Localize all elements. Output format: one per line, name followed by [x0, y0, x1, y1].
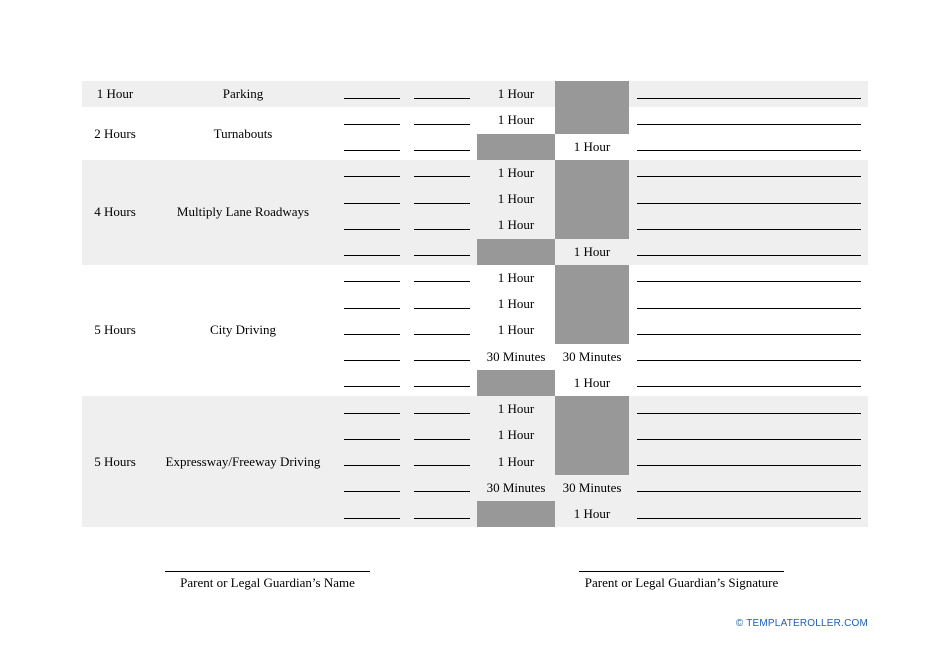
actual-hours: 1 Hour	[477, 107, 555, 133]
time-blank[interactable]	[414, 439, 470, 440]
time-blank[interactable]	[414, 176, 470, 177]
notes-blank[interactable]	[637, 176, 861, 177]
date-blank[interactable]	[344, 255, 400, 256]
actual-hours: 30 Minutes	[477, 344, 555, 370]
actual-hours: 1 Hour	[477, 422, 555, 448]
shaded-cell	[555, 449, 629, 475]
footer-copyright[interactable]: © TEMPLATEROLLER.COM	[735, 618, 868, 629]
date-blank[interactable]	[344, 386, 400, 387]
time-blank[interactable]	[414, 334, 470, 335]
time-blank-cell	[406, 422, 477, 448]
notes-cell	[629, 344, 868, 370]
date-blank-cell	[338, 81, 406, 107]
shaded-cell	[555, 186, 629, 212]
notes-blank[interactable]	[637, 150, 861, 151]
date-blank[interactable]	[344, 439, 400, 440]
date-blank-cell	[338, 186, 406, 212]
time-blank-cell	[406, 475, 477, 501]
time-blank[interactable]	[414, 308, 470, 309]
time-blank-cell	[406, 501, 477, 527]
date-blank[interactable]	[344, 176, 400, 177]
actual-hours: 1 Hour	[477, 265, 555, 291]
time-blank-cell	[406, 317, 477, 343]
time-blank-cell	[406, 134, 477, 160]
alternate-hours: 30 Minutes	[562, 348, 622, 364]
time-blank[interactable]	[414, 150, 470, 151]
time-blank[interactable]	[414, 124, 470, 125]
driving-log-table	[82, 81, 868, 527]
date-blank-cell	[338, 475, 406, 501]
date-blank-cell	[338, 370, 406, 396]
shaded-cell	[555, 422, 629, 448]
notes-cell	[629, 81, 868, 107]
date-blank-cell	[338, 212, 406, 238]
notes-blank[interactable]	[637, 491, 861, 492]
table-row	[82, 81, 868, 107]
notes-blank[interactable]	[637, 229, 861, 230]
notes-blank[interactable]	[637, 360, 861, 361]
actual-hours: 1 Hour	[477, 291, 555, 317]
actual-hours: 1 Hour	[477, 186, 555, 212]
date-blank[interactable]	[344, 465, 400, 466]
notes-cell	[629, 134, 868, 160]
notes-cell	[629, 396, 868, 422]
alternate-hours: 1 Hour	[573, 374, 611, 390]
date-blank[interactable]	[344, 203, 400, 204]
notes-blank[interactable]	[637, 439, 861, 440]
time-blank[interactable]	[414, 413, 470, 414]
skill-name: Turnabouts	[213, 125, 273, 141]
time-blank-cell	[406, 212, 477, 238]
shaded-cell	[477, 134, 555, 160]
date-blank-cell	[338, 344, 406, 370]
time-blank[interactable]	[414, 281, 470, 282]
notes-cell	[629, 475, 868, 501]
table-row	[82, 265, 868, 291]
shaded-cell	[555, 107, 629, 133]
notes-cell	[629, 501, 868, 527]
time-blank-cell	[406, 396, 477, 422]
time-blank[interactable]	[414, 229, 470, 230]
date-blank[interactable]	[344, 308, 400, 309]
notes-cell	[629, 291, 868, 317]
notes-blank[interactable]	[637, 518, 861, 519]
date-blank-cell	[338, 160, 406, 186]
time-blank-cell	[406, 239, 477, 265]
time-blank[interactable]	[414, 360, 470, 361]
notes-blank[interactable]	[637, 255, 861, 256]
time-blank-cell	[406, 160, 477, 186]
time-blank[interactable]	[414, 465, 470, 466]
time-blank-cell	[406, 291, 477, 317]
guardian-name-label: Parent or Legal Guardian’s Name	[180, 575, 355, 590]
date-blank[interactable]	[344, 518, 400, 519]
actual-hours: 1 Hour	[477, 81, 555, 107]
required-duration: 1 Hour	[82, 81, 148, 107]
date-blank-cell	[338, 317, 406, 343]
skill-name: Expressway/Freeway Driving	[148, 396, 338, 527]
date-blank-cell	[338, 501, 406, 527]
shaded-cell	[555, 81, 629, 107]
date-blank[interactable]	[344, 98, 400, 99]
notes-cell	[629, 107, 868, 133]
guardian-signature-label: Parent or Legal Guardian’s Signature	[584, 575, 779, 590]
date-blank[interactable]	[344, 413, 400, 414]
date-blank-cell	[338, 239, 406, 265]
date-blank-cell	[338, 265, 406, 291]
date-blank[interactable]	[344, 491, 400, 492]
shaded-cell	[555, 265, 629, 291]
skill-name: Multiply Lane Roadways	[148, 160, 338, 265]
date-blank[interactable]	[344, 150, 400, 151]
guardian-signature-line	[579, 571, 784, 591]
date-blank[interactable]	[344, 334, 400, 335]
skill-name: Parking	[148, 81, 338, 107]
time-blank[interactable]	[414, 386, 470, 387]
notes-cell	[629, 449, 868, 475]
notes-blank[interactable]	[637, 281, 861, 282]
alternate-hours: 1 Hour	[573, 138, 611, 154]
date-blank-cell	[338, 134, 406, 160]
required-duration: 5 Hours	[82, 396, 148, 527]
alternate-hours: 1 Hour	[555, 501, 629, 527]
actual-hours: 1 Hour	[477, 212, 555, 238]
date-blank[interactable]	[344, 229, 400, 230]
date-blank-cell	[338, 291, 406, 317]
date-blank-cell	[338, 396, 406, 422]
notes-blank[interactable]	[637, 334, 861, 335]
actual-hours: 1 Hour	[477, 317, 555, 343]
required-duration: 5 Hours	[94, 322, 136, 338]
notes-blank[interactable]	[637, 465, 861, 466]
notes-cell	[629, 370, 868, 396]
time-blank[interactable]	[414, 98, 470, 99]
shaded-cell	[555, 317, 629, 343]
alternate-hours: 30 Minutes	[555, 475, 629, 501]
actual-hours: 1 Hour	[477, 396, 555, 422]
alternate-hours: 1 Hour	[555, 239, 629, 265]
shaded-cell	[477, 239, 555, 265]
skill-name: City Driving	[209, 322, 277, 338]
notes-blank[interactable]	[637, 308, 861, 309]
date-blank[interactable]	[344, 281, 400, 282]
table-row	[82, 396, 868, 422]
time-blank[interactable]	[414, 491, 470, 492]
notes-blank[interactable]	[637, 203, 861, 204]
time-blank-cell	[406, 449, 477, 475]
notes-blank[interactable]	[637, 413, 861, 414]
required-duration: 2 Hours	[94, 125, 136, 141]
notes-cell	[629, 239, 868, 265]
date-blank-cell	[338, 107, 406, 133]
date-blank[interactable]	[344, 124, 400, 125]
table-row	[82, 160, 868, 186]
notes-cell	[629, 422, 868, 448]
time-blank-cell	[406, 265, 477, 291]
shaded-cell	[477, 501, 555, 527]
table-row	[82, 107, 868, 133]
required-duration: 4 Hours	[82, 160, 148, 265]
time-blank-cell	[406, 370, 477, 396]
time-blank[interactable]	[414, 255, 470, 256]
actual-hours: 30 Minutes	[477, 475, 555, 501]
actual-hours: 1 Hour	[477, 160, 555, 186]
date-blank-cell	[338, 449, 406, 475]
time-blank-cell	[406, 107, 477, 133]
shaded-cell	[555, 291, 629, 317]
notes-cell	[629, 317, 868, 343]
time-blank-cell	[406, 344, 477, 370]
time-blank[interactable]	[414, 518, 470, 519]
notes-cell	[629, 186, 868, 212]
notes-blank[interactable]	[637, 98, 861, 99]
notes-cell	[629, 212, 868, 238]
shaded-cell	[555, 396, 629, 422]
time-blank-cell	[406, 81, 477, 107]
time-blank-cell	[406, 186, 477, 212]
notes-blank[interactable]	[637, 124, 861, 125]
shaded-cell	[555, 160, 629, 186]
notes-cell	[629, 265, 868, 291]
shaded-cell	[555, 212, 629, 238]
notes-blank[interactable]	[637, 386, 861, 387]
date-blank[interactable]	[344, 360, 400, 361]
date-blank-cell	[338, 422, 406, 448]
notes-cell	[629, 160, 868, 186]
guardian-name-line	[165, 571, 370, 591]
shaded-cell	[477, 370, 555, 396]
time-blank[interactable]	[414, 203, 470, 204]
actual-hours: 1 Hour	[477, 449, 555, 475]
